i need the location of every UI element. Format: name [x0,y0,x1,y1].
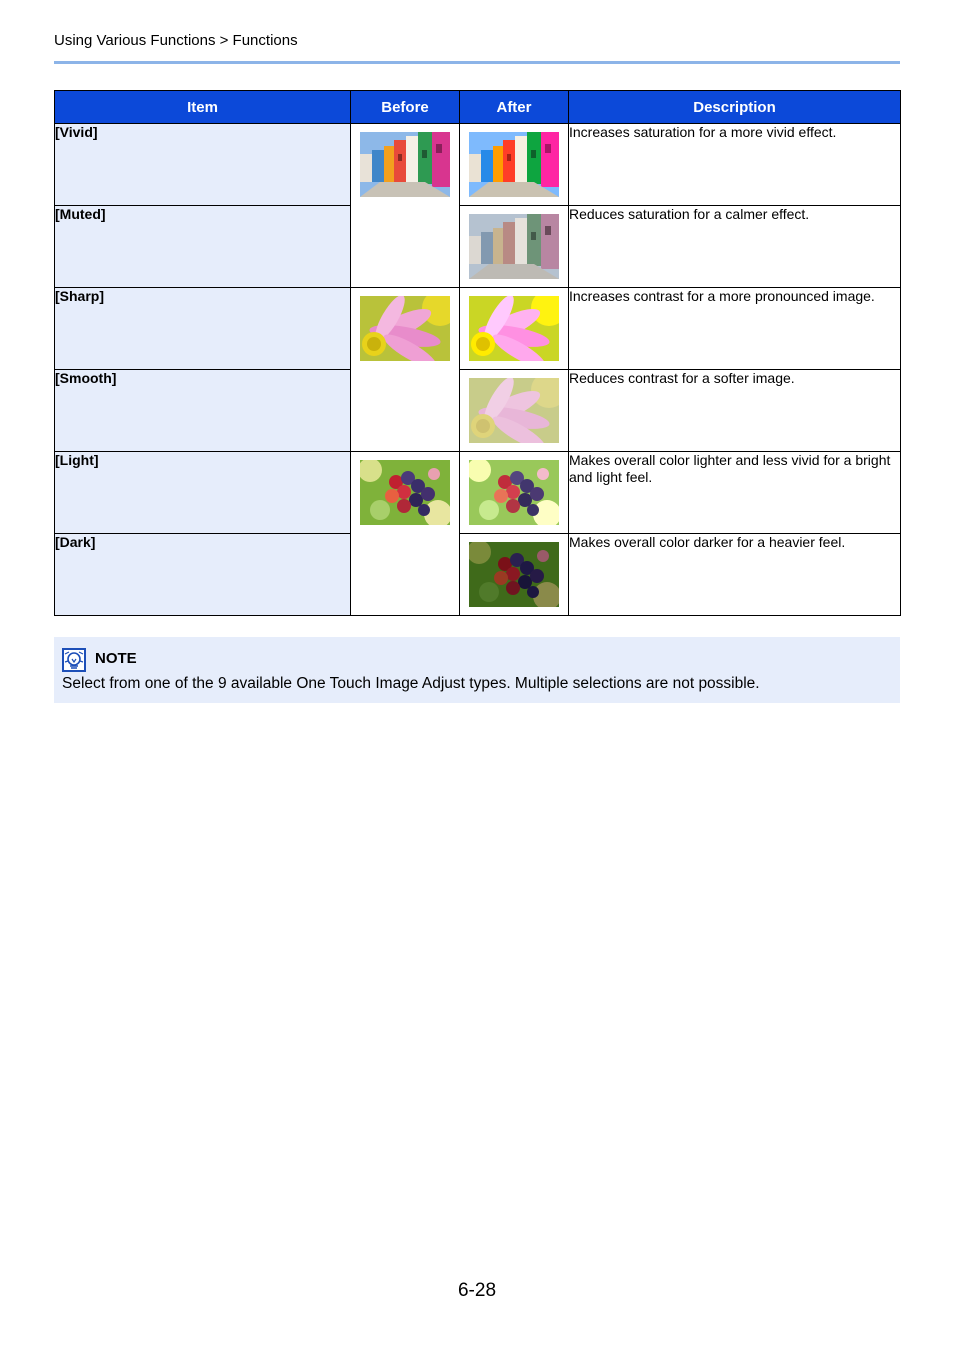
description-cell: Increases saturation for a more vivid effect. [569,124,901,206]
after-image-cell [460,288,569,370]
note-box [54,637,900,703]
description-cell: Reduces saturation for a calmer effect. [569,206,901,288]
before-image-cell [351,452,460,616]
header-rule [54,61,900,64]
item-cell: [Smooth] [55,370,351,452]
note-icon [62,648,86,672]
before-image-cell [351,288,460,452]
table-row [55,124,901,206]
item-cell: [Dark] [55,534,351,616]
street-before-image [360,132,450,197]
description-cell: Increases contrast for a more pronounced image. [569,288,901,370]
after-image-cell [460,124,569,206]
table-header-row [55,91,901,124]
after-image-cell [460,370,569,452]
table-row [55,288,901,370]
table-row [55,452,901,534]
flower-sharp-image [469,296,559,361]
column-header-item: Item [55,91,351,124]
after-image-cell [460,534,569,616]
before-image-cell [351,124,460,288]
breadcrumb: Using Various Functions > Functions [54,32,298,49]
street-vivid-image [469,132,559,197]
table-row [55,370,901,452]
item-cell: [Sharp] [55,288,351,370]
table-row [55,206,901,288]
street-muted-image [469,214,559,279]
grapes-before-image [360,460,450,525]
flower-before-image [360,296,450,361]
description-cell: Reduces contrast for a softer image. [569,370,901,452]
column-header-after: After [460,91,569,124]
column-header-before: Before [351,91,460,124]
flower-smooth-image [469,378,559,443]
item-cell: [Muted] [55,206,351,288]
after-image-cell [460,206,569,288]
item-cell: [Vivid] [55,124,351,206]
image-adjust-table [54,90,901,616]
description-cell: Makes overall color lighter and less vivid for a bright and light feel. [569,452,901,534]
page-number: 6-28 [457,1280,497,1301]
column-header-description: Description [569,91,901,124]
grapes-light-image [469,460,559,525]
after-image-cell [460,452,569,534]
table-row [55,534,901,616]
note-title: NOTE [95,650,137,667]
description-cell: Makes overall color darker for a heavier feel. [569,534,901,616]
item-cell: [Light] [55,452,351,534]
note-text: Select from one of the 9 available One Touch Image Adjust types. Multiple selections are not possible. [62,675,760,692]
grapes-dark-image [469,542,559,607]
